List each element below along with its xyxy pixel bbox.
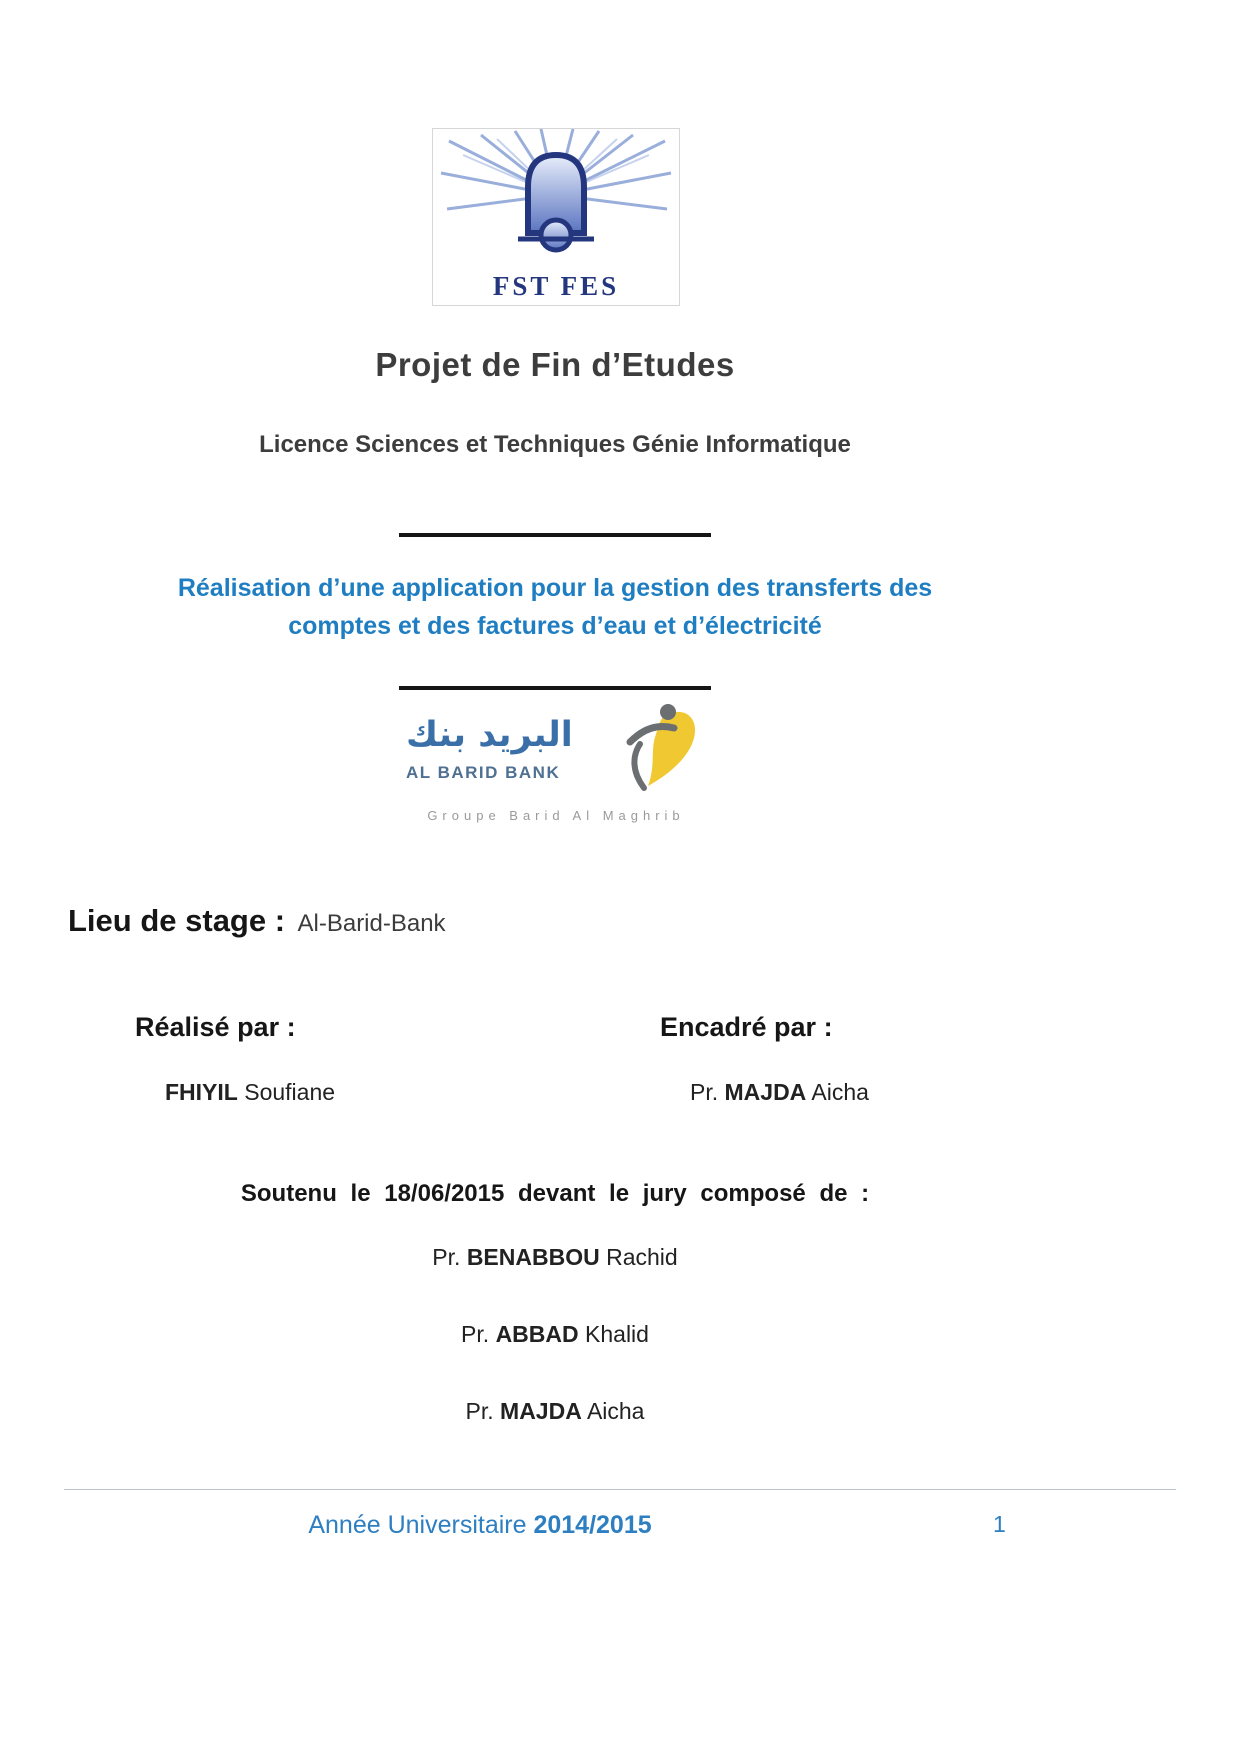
realise-name-surname: FHIYIL <box>165 1079 238 1105</box>
jury-list <box>55 1244 1055 1475</box>
bank-logo-left <box>406 713 604 783</box>
realise-name-firstname: Soufiane <box>244 1079 336 1105</box>
jury-intro: Soutenu le 18/06/2015 devant le jury composé de : <box>240 1180 870 1207</box>
bank-logo-row <box>406 700 706 796</box>
encadre-name-firstname: Aicha <box>811 1079 869 1105</box>
jury-member-firstname: Rachid <box>606 1244 678 1270</box>
jury-member-prefix: Pr. <box>432 1244 461 1270</box>
footer-divider <box>64 1489 1176 1490</box>
encadre-name-surname: MAJDA <box>724 1079 807 1105</box>
realise-name <box>165 1079 335 1106</box>
jury-member-surname: MAJDA <box>500 1398 582 1424</box>
encadre-label: Encadré par : <box>660 1012 833 1042</box>
fst-logo-graphic-icon <box>433 129 679 269</box>
bank-logo-arabic-text: البريد بنك <box>406 715 573 755</box>
encadre-name <box>690 1079 869 1106</box>
project-title-line2: comptes et des factures d’eau et d’électricité <box>288 612 822 640</box>
footer-text <box>0 1511 960 1540</box>
jury-member <box>55 1244 1055 1271</box>
realise-label: Réalisé par : <box>135 1012 296 1042</box>
fst-logo-text: FST FES <box>492 271 620 301</box>
footer-label: Année Universitaire <box>308 1511 527 1539</box>
stage-value: Al-Barid-Bank <box>297 910 446 937</box>
divider-top <box>399 533 711 537</box>
page-title: Projet de Fin d’Etudes <box>375 346 735 383</box>
bank-logo <box>406 700 706 823</box>
divider-bottom <box>399 686 711 690</box>
jury-member-surname: ABBAD <box>495 1321 579 1347</box>
jury-member <box>55 1398 1055 1425</box>
stage-line <box>68 903 446 939</box>
footer-year: 2014/2015 <box>533 1511 652 1539</box>
jury-member-firstname: Aicha <box>586 1398 645 1424</box>
fst-logo <box>432 128 680 306</box>
page-subtitle: Licence Sciences et Techniques Génie Informatique <box>259 431 851 458</box>
project-title <box>55 569 1055 645</box>
page-number: 1 <box>993 1511 1006 1537</box>
realise-block <box>135 1012 335 1106</box>
jury-member-firstname: Khalid <box>585 1321 649 1347</box>
jury-member-surname: BENABBOU <box>466 1244 600 1270</box>
bank-logo-group-text: Groupe Barid Al Maghrib <box>427 808 685 823</box>
bank-logo-name: AL BARID BANK <box>406 763 561 782</box>
jury-member-prefix: Pr. <box>465 1398 494 1424</box>
project-title-line1: Réalisation d’une application pour la gestion des transferts des <box>177 574 933 602</box>
jury-member <box>55 1321 1055 1348</box>
stage-label: Lieu de stage : <box>68 903 286 938</box>
jury-member-prefix: Pr. <box>461 1321 490 1347</box>
encadre-block <box>660 1012 869 1106</box>
bank-figure-icon <box>614 700 706 796</box>
encadre-name-prefix: Pr. <box>690 1079 719 1105</box>
